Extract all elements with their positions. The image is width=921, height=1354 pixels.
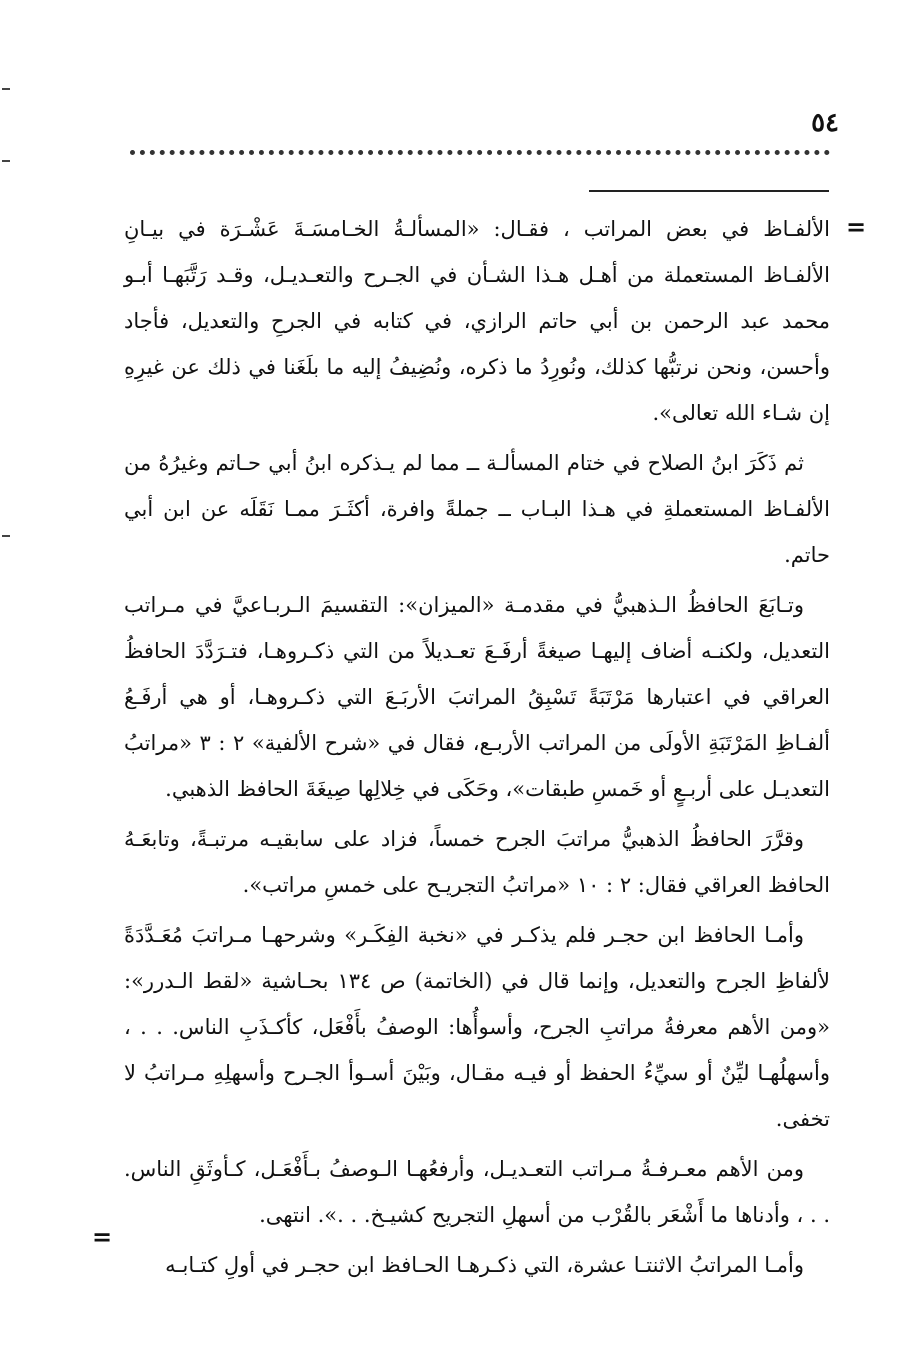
paragraph: وتـابَعَ الحافظُ الـذهبيُّ في مقدمـة «الميزان»: التقسيمَ الـربـاعيَّ في مـراتب التعديل، ولكنـه أضاف إليهـا صيغةً أرفَـعَ تعـديلاً من التي ذكـروهـا، فتـرَدَّدَ الحافظُ العراقي في اعتبارها مَرْتَبَةً تَسْبِقُ المراتبَ الأربَـعَ التي ذكـروهـا، أو هي أرفَـعُ ألفـاظِ المَرْتَبَةِ الأولَى من المراتب الأربـع، فقال في «شرح الألفية» ٢ : ٣ «مراتبُ التعديـل على أربـعٍ أو خَمسِ طبقات»، وحَكَى في خِلالِها صِيغَةَ الحافظ الذهبي. [124,593,830,801]
continuation-mark-top: = [846,212,867,241]
paragraph: وأمـا المراتبُ الاثنتـا عشرة، التي ذكـرهـا الحـافظ ابن حجـر في أولِ كتـابـه [165,1253,804,1277]
continuation-mark-bottom: = [92,1222,113,1251]
scan-edge-mark [2,160,10,162]
paragraph: الألفـاظ في بعض المراتب ، فقـال: «المسألـةُ الخـامسَـةَ عَشْـرَة في بيـانِ الألفـاظ المستعملة من أهـل هـذا الشـأن في الجـرح والتعـديـل، وقـد رَتَّبَهـا أبـو محمد عبد الرحمن بن أبي حاتم الرازي، في كتابه في الجرحِ والتعديل، فأجاد وأحسن، ونحن نرتبُّها كذلك، ونُورِدُ ما ذكره، ونُضِيفُ إليه ما بلَغَنا في ذلك عن غيرِهِ إن شـاء الله تعالى». [124,217,830,425]
scan-edge-mark [2,535,10,537]
paragraph: ومن الأهم معـرفـةُ مـراتب التعـديـل، وأرفعُهـا الـوصفُ بـأَفْعَـل، كـأوثَقِ الناس. . . ، وأدناها ما أَشْعَر بالقُرْب من أسهلِ التجريح كشيـخ. . .». انتهى. [124,1157,830,1227]
footnote-separator-rule [589,190,829,192]
footnote-text-block [124,206,830,1288]
scan-edge-mark [2,88,10,90]
paragraph: ثم ذَكَرَ ابنُ الصلاح في ختام المسألـة ــ مما لم يـذكره ابنُ أبي حـاتم وغيرُهُ من الألفـاظ المستعملةِ في هـذا البـاب ــ جملةً وافرة، أكثَـرَ ممـا نَقَلَه عن ابن أبي حاتم. [124,451,830,567]
page-number: ٥٤ [811,108,839,138]
paragraph: وقرَّرَ الحافظُ الذهبيُّ مراتبَ الجرح خمساً، فزاد على سابقيـه مرتبـةً، وتابعَـهُ الحافظ العراقي فقال: ٢ : ١٠ «مراتبُ التجريـح على خمسِ مراتب». [124,827,830,897]
paragraph: وأمـا الحافظ ابن حجـر فلم يذكـر في «نخبة الفِكَـر» وشرحهـا مـراتبَ مُعَـدَّدَةً لألفاظِ الجرح والتعديل، وإنما قال في (الخاتمة) ص ١٣٤ بحـاشية «لقط الـدرر»: «ومن الأهم معرفةُ مراتبِ الجرح، وأسوأُها: الوصفُ بأَفْعَل، كأكـذَبِ الناس. . . ، وأسهلُهـا ليِّنٌ أو سيِّءُ الحفظ أو فيـه مقـال، وبَيْنَ أسـوأ الجـرح وأسهلِهِ مـراتبُ لا تخفى. [124,923,830,1131]
header-dotted-rule [130,150,830,155]
